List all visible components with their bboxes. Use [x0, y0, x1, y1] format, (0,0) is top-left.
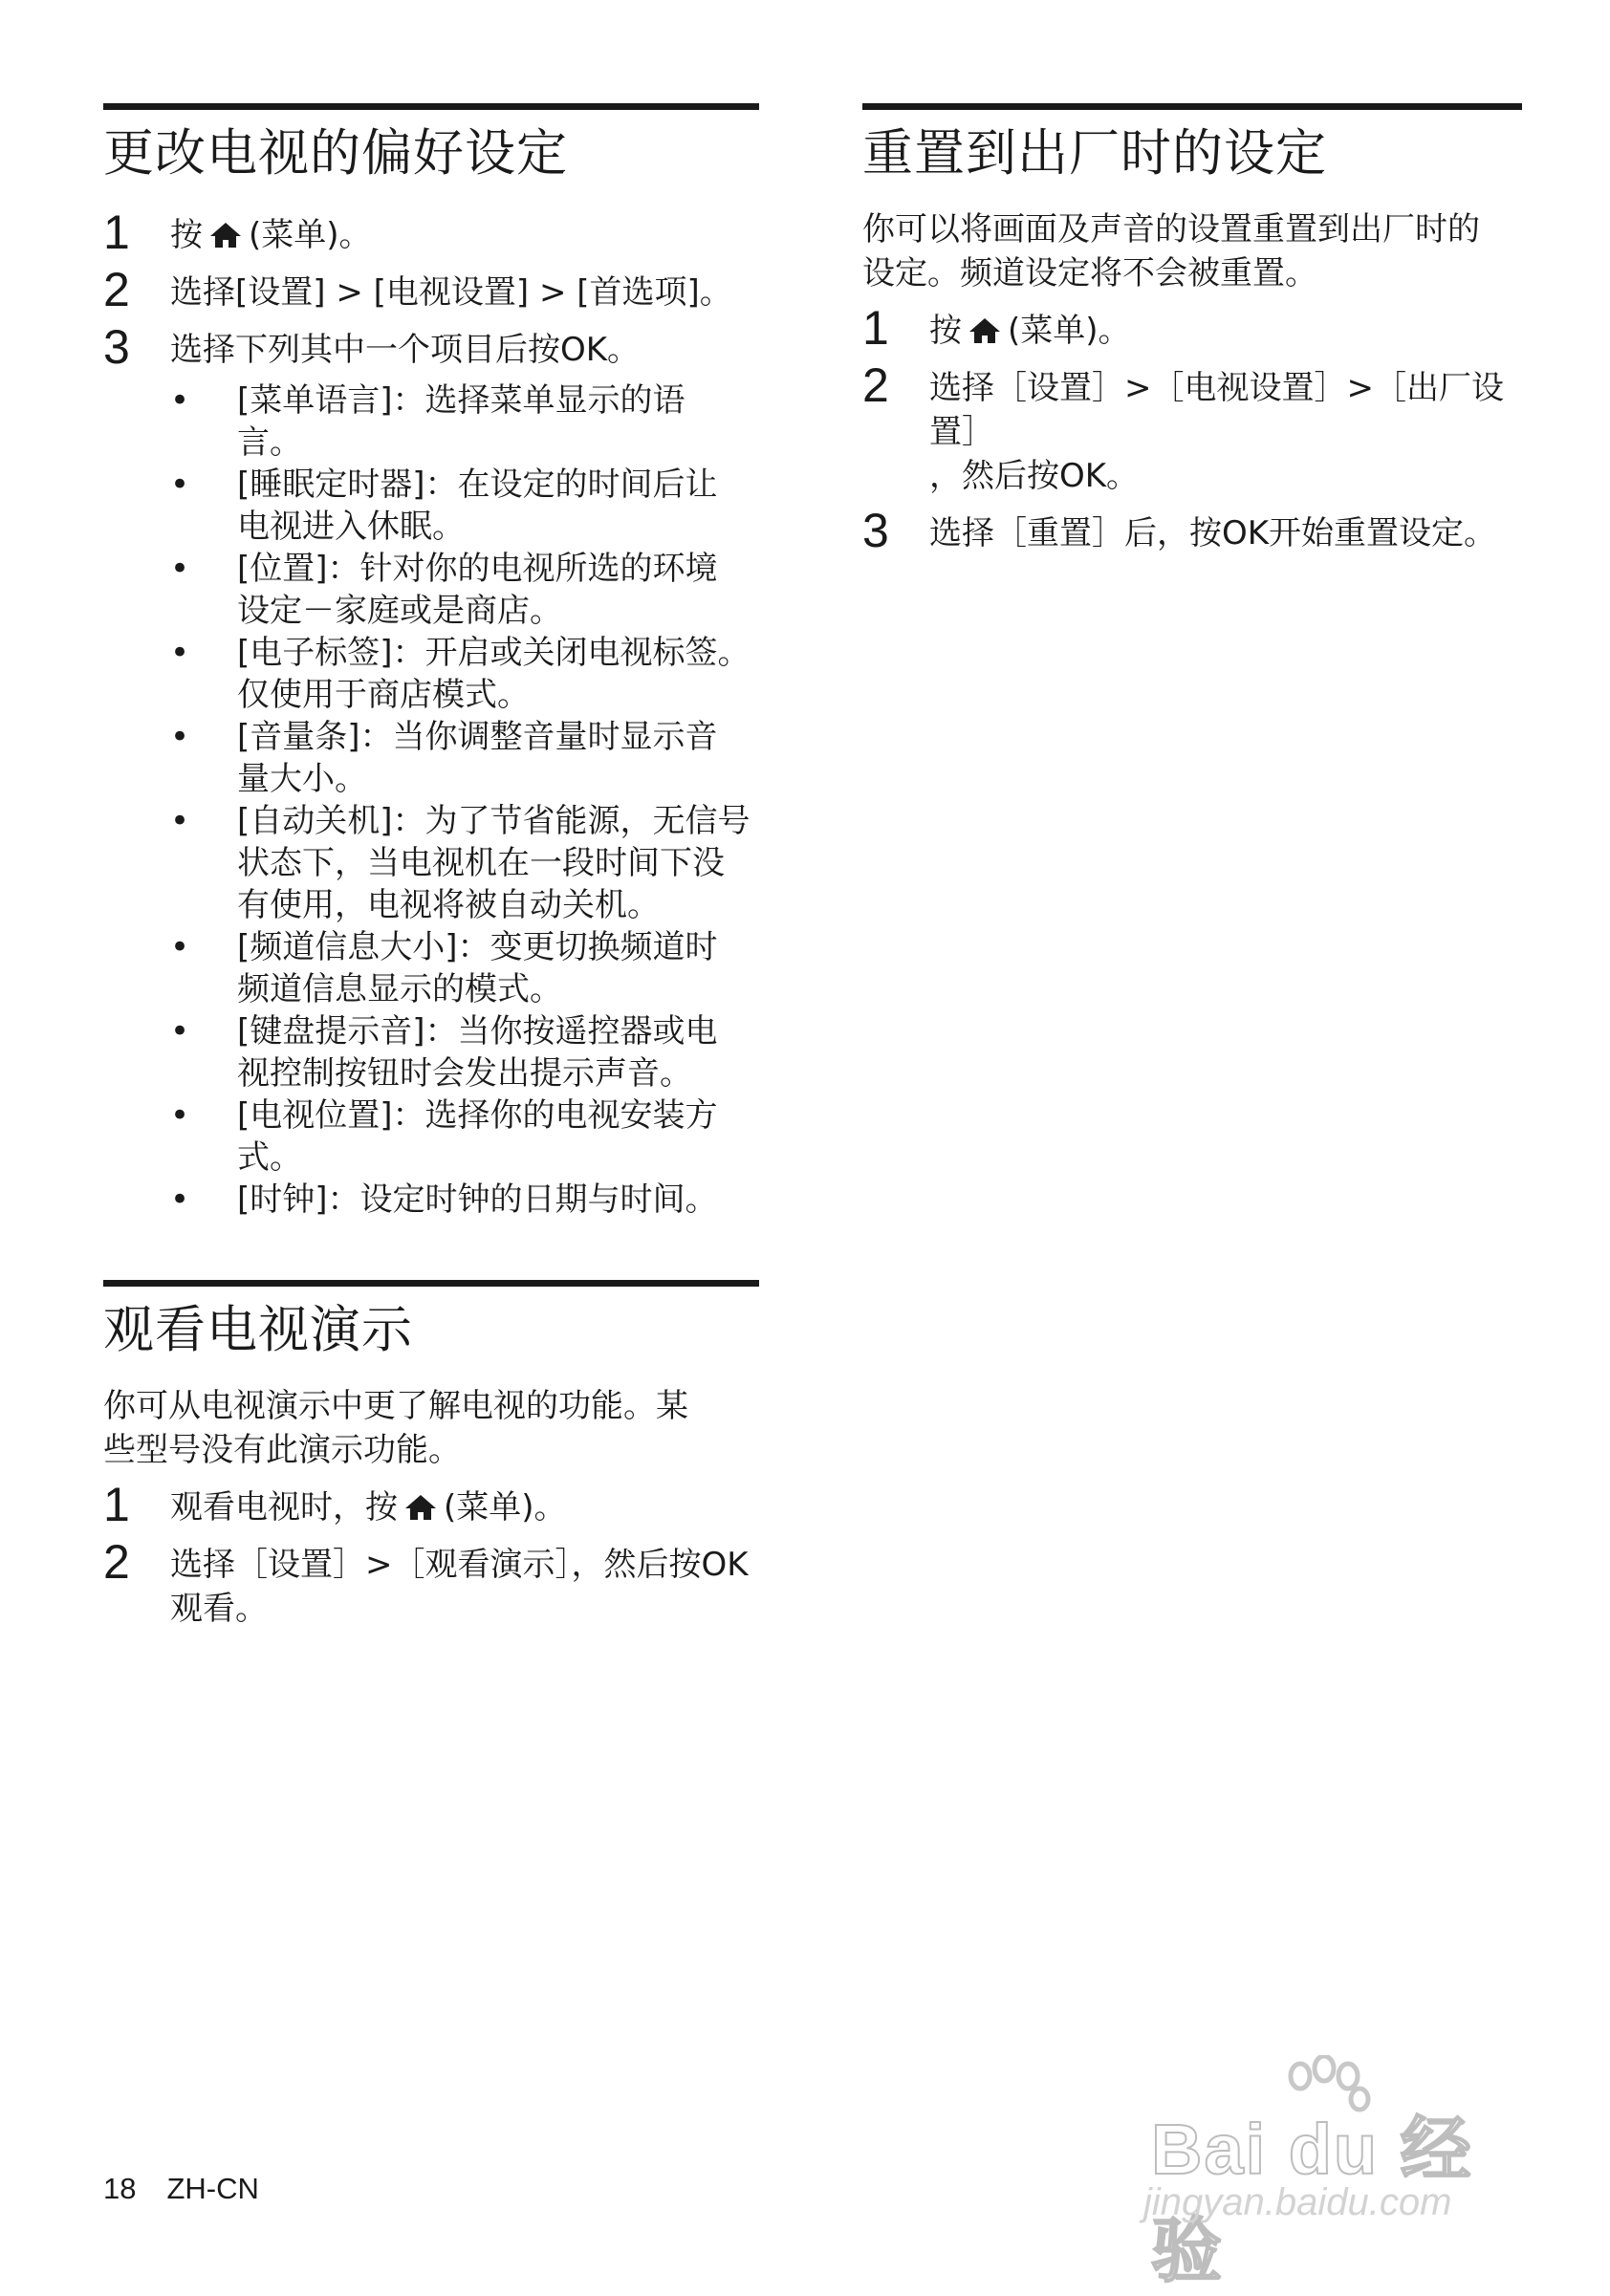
step-3 — [103, 322, 759, 372]
list-item: • [睡眠定时器]：在设定的时间后让 电视进入休眠。 — [170, 464, 759, 548]
page-footer — [103, 2172, 290, 2206]
list-item: • [时钟]：设定时钟的日期与时间。 — [170, 1179, 759, 1221]
page-number: 18 — [103, 2172, 137, 2205]
list-item: • [频道信息大小]：变更切换频道时 频道信息显示的模式。 — [170, 926, 759, 1010]
step-text: 选择［设置］>［观看演示］，然后按OK 观看。 — [170, 1546, 749, 1628]
intro-paragraph: 你可从电视演示中更了解电视的功能。某 些型号没有此演示功能。 — [103, 1387, 688, 1469]
step-3 — [862, 506, 1522, 555]
list-item: • [菜单语言]：选择菜单显示的语 言。 — [170, 379, 759, 464]
intro-paragraph: 你可以将画面及声音的设置重置到出厂时的 设定。频道设定将不会被重置。 — [862, 210, 1480, 292]
right-column — [862, 103, 1522, 563]
step-number: 2 — [862, 358, 889, 412]
step-number: 1 — [862, 301, 889, 355]
step-number: 3 — [862, 504, 889, 557]
step-number: 2 — [103, 1535, 130, 1589]
home-icon — [968, 316, 1002, 345]
section-rule — [103, 1280, 759, 1287]
step-2 — [103, 1537, 759, 1631]
step-number: 2 — [103, 263, 130, 316]
home-icon — [208, 221, 243, 249]
list-item: • [电子标签]：开启或关闭电视标签。 仅使用于商店模式。 — [170, 632, 759, 716]
step-number: 1 — [103, 206, 130, 259]
section-title: 重置到出厂时的设定 — [862, 124, 1327, 183]
step-2 — [103, 265, 759, 314]
step-text: 按 (菜单)。 — [170, 216, 372, 254]
home-icon — [403, 1493, 438, 1522]
factory-reset-section — [862, 103, 1522, 555]
baidu-watermark — [1128, 2055, 1530, 2290]
step-2 — [862, 360, 1522, 498]
section-title: 观看电视演示 — [103, 1301, 413, 1359]
step-1 — [103, 1480, 759, 1529]
step-text: 选择下列其中一个项目后按OK。 — [170, 331, 641, 369]
list-item: • [自动关机]：为了节省能源，无信号 状态下，当电视机在一段时间下没 有使用，电视将被自动关机。 — [170, 800, 759, 926]
step-number: 1 — [103, 1478, 130, 1531]
left-column — [103, 103, 759, 1638]
step-text: 选择［设置］>［电视设置］>［出厂设置］ ，然后按OK。 — [929, 369, 1504, 495]
watermark-brand: Bai du 经验 — [1151, 2110, 1473, 2290]
section-rule — [862, 103, 1522, 110]
list-item: • [键盘提示音]：当你按遥控器或电 视控制按钮时会发出提示声音。 — [170, 1010, 759, 1094]
step-number: 3 — [103, 320, 130, 374]
step-text: 选择[设置] > [电视设置] > [首选项]。 — [170, 273, 732, 312]
step-text: 选择［重置］后，按OK开始重置设定。 — [929, 514, 1497, 552]
list-item: • [音量条]：当你调整音量时显示音 量大小。 — [170, 716, 759, 800]
step-1 — [862, 303, 1522, 353]
step-text: 按 (菜单)。 — [929, 312, 1131, 350]
demo-section — [103, 1280, 759, 1631]
step-text: 观看电视时，按 (菜单)。 — [170, 1488, 567, 1527]
list-item: • [位置]：针对你的电视所选的环境 设定－家庭或是商店。 — [170, 548, 759, 632]
section-title: 更改电视的偏好设定 — [103, 124, 568, 183]
step-1 — [103, 207, 759, 257]
option-list — [170, 379, 759, 1221]
list-item: • [电视位置]：选择你的电视安装方 式。 — [170, 1094, 759, 1179]
preferences-section — [103, 103, 759, 1221]
watermark-url: jingyan.baidu.com — [1143, 2181, 1452, 2223]
section-rule — [103, 103, 759, 110]
language-code: ZH-CN — [166, 2172, 259, 2205]
